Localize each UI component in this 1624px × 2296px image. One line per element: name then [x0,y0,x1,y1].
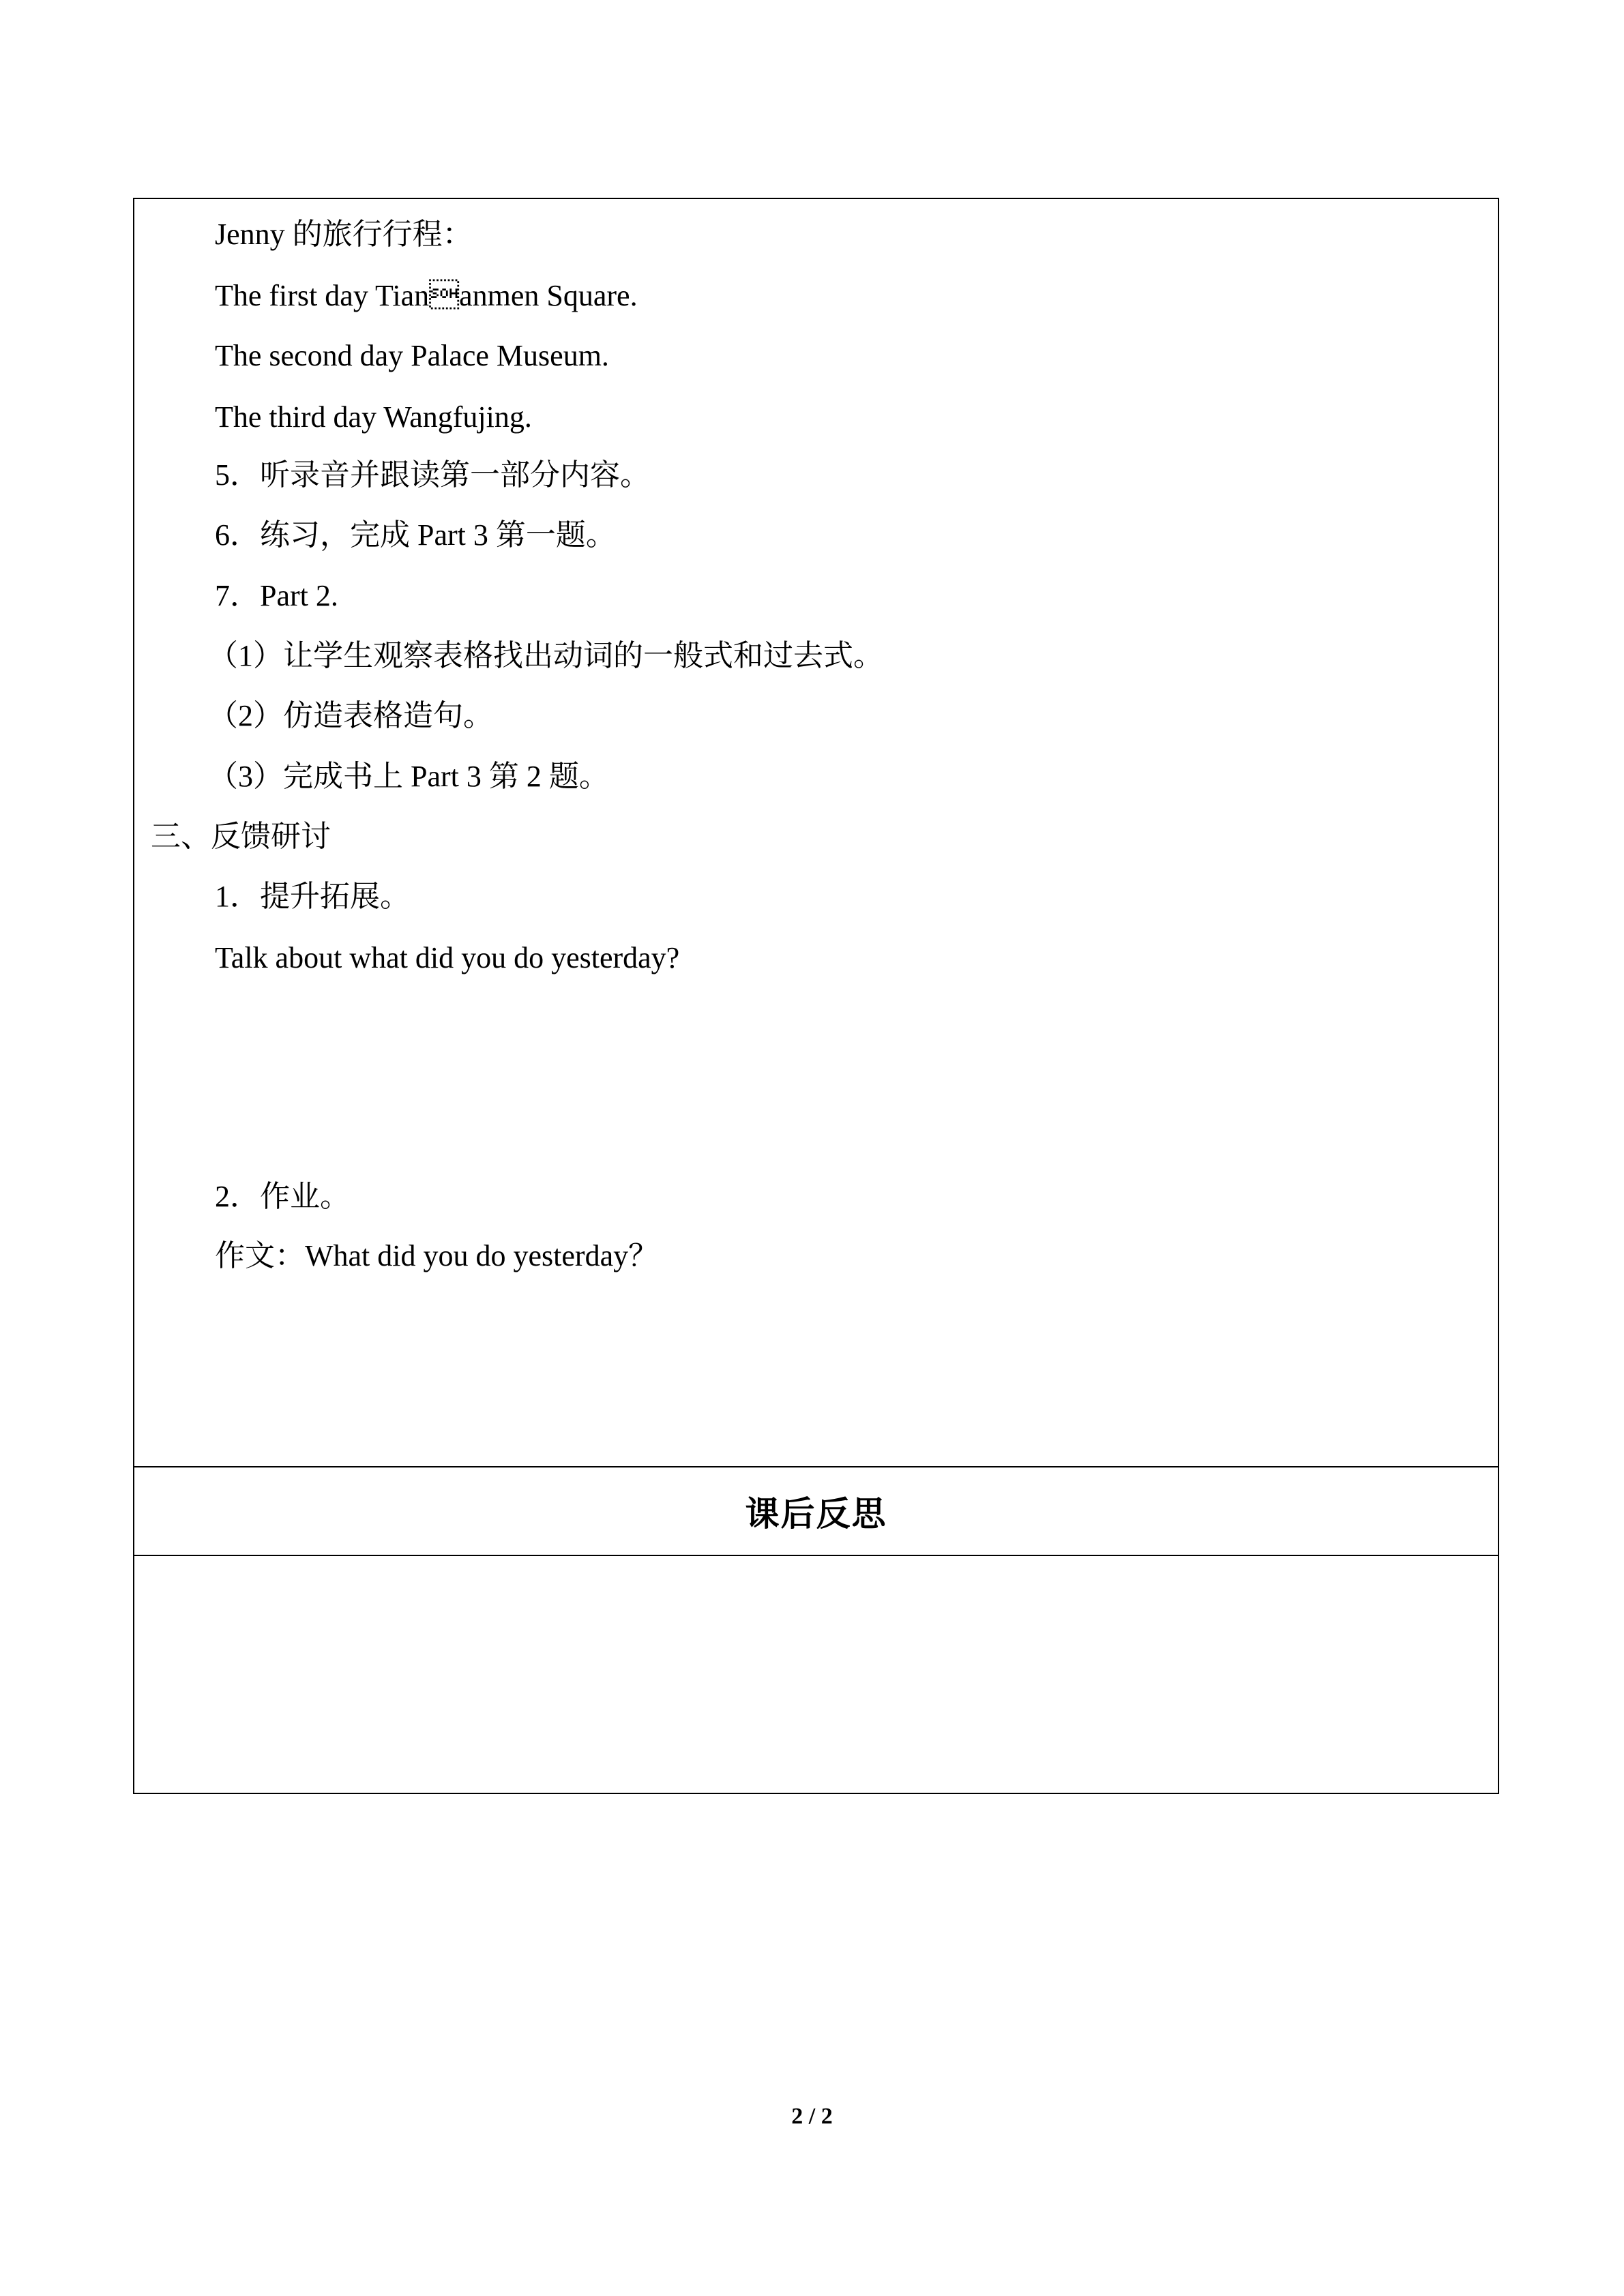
section-3-heading: 三、反馈研讨 [151,820,331,853]
itinerary-day-3: The third day Wangfujing. [215,400,532,434]
step-7-sub-3: （3）完成书上 Part 3 第 2 题。 [208,760,609,793]
extension-item: 1．提升拓展。 [215,880,410,913]
step-7-sub-1: （1）让学生观察表格找出动词的一般式和过去式。 [208,639,883,672]
step-6: 6．练习，完成 Part 3 第一题。 [215,518,616,552]
reflection-heading: 课后反思 [745,1494,887,1534]
extension-prompt: Talk about what did you do yesterday? [215,941,680,974]
step-7: 7．Part 2. [215,579,338,612]
step-5: 5．听录音并跟读第一部分内容。 [215,458,650,492]
homework-prompt: 作文：What did you do yesterday？ [215,1239,659,1272]
reflection-heading-cell [134,1467,1498,1556]
teaching-process-cell [134,199,1498,1467]
lesson-plan-table [133,198,1499,1794]
reflection-content-cell [134,1556,1498,1794]
itinerary-day-2: The second day Palace Museum. [215,339,609,372]
step-7-sub-2: （2）仿造表格造句。 [208,699,493,732]
itinerary-day-1: The first day Tiananmen Square. [215,279,638,312]
itinerary-title: Jenny 的旅行行程： [215,218,473,251]
page-number: 2 / 2 [791,2104,833,2129]
homework-item: 2．作业。 [215,1180,350,1213]
